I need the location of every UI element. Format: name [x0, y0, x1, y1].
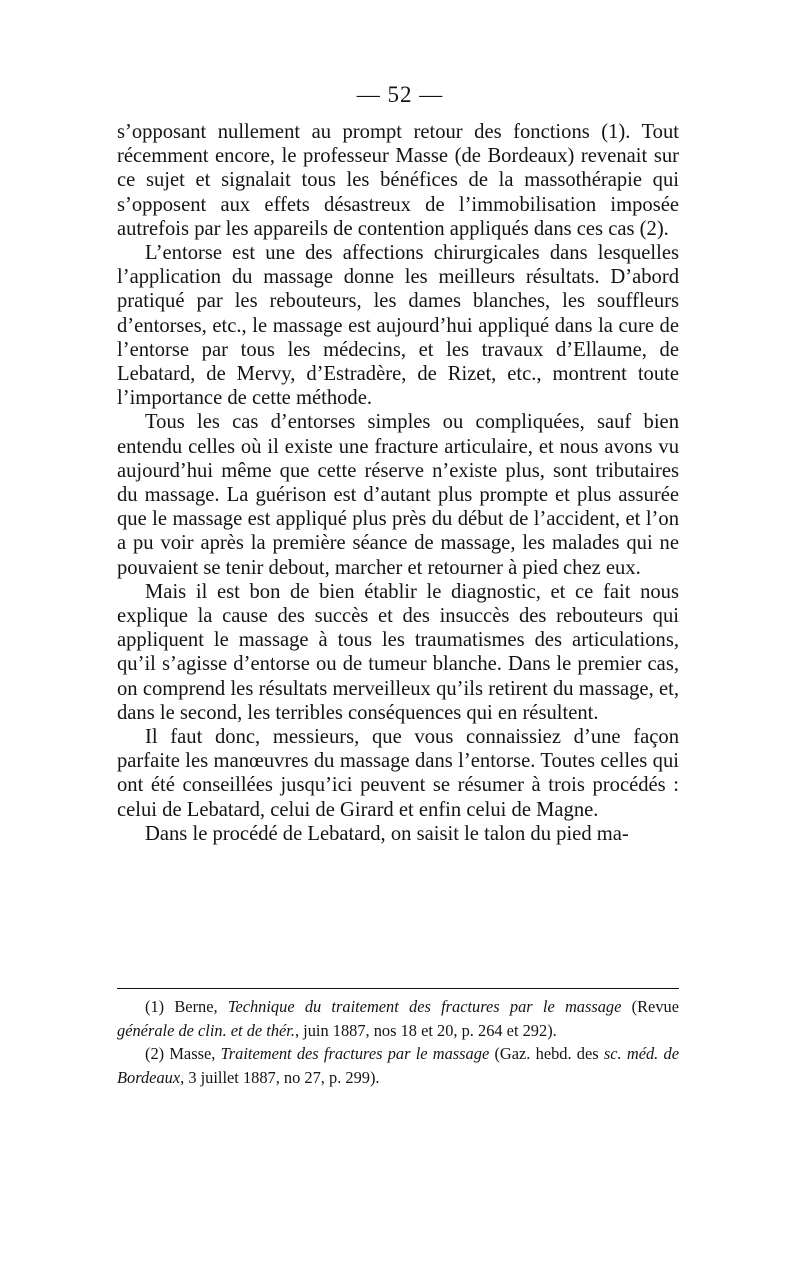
- paragraph: Dans le procédé de Lebatard, on saisit le talon du pied ma-: [145, 822, 629, 845]
- footnote-source-open: (Revue: [631, 997, 679, 1016]
- footnotes: [117, 995, 679, 1089]
- paragraph: s’opposant nullement au prompt retour des fonctions (1). Tout récemment encore, le professeur Masse (de Bordeaux) revenait sur ce sujet et signalait tous les bénéfices de la massothérapie qui s’opposent aux effets désastreux de l’immobilisation imposée autrefois par les appareils de contention appliqués dans ces cas (2).: [117, 121, 679, 240]
- footnote-journal: sc. méd. de Bordeaux,: [117, 1044, 679, 1087]
- paragraph: L’entorse est une des affections chirurgicales dans lesquelles l’application du massage donne les meilleurs résultats. D’abord pratiqué par les rebouteurs, les dames blanches, les souffleurs d’entorses, etc., le massage est aujourd’hui appliqué dans la cure de l’entorse par tous les médecins, et les travaux d’Ellaume, de Lebatard, de Mervy, d’Estradère, de Rizet, etc., montrent toute l’importance de cette méthode.: [117, 242, 679, 410]
- footnote-title: Traitement des fractures par le massage: [220, 1044, 490, 1063]
- footnote: [117, 995, 679, 1042]
- paragraph: Mais il est bon de bien établir le diagnostic, et ce fait nous explique la cause des succès et des insuccès des rebouteurs qui appliquent le massage à tous les traumatismes des articulations, qu’il s’agisse d’entorse ou de tumeur blanche. Dans le premier cas, on comprend les résultats merveilleux qu’ils retirent du massage, et, dans le second, les terribles conséquences qui en résultent.: [117, 580, 679, 724]
- footnote-marker: (2): [145, 1044, 165, 1063]
- footnote-author: Masse,: [169, 1044, 216, 1063]
- paragraph: Il faut donc, messieurs, que vous connaissiez d’une façon parfaite les manœuvres du massage dans l’entorse. Toutes celles qui ont été conseillées jusqu’ici peuvent se résumer à trois procédés : celui de Lebatard, celui de Girard et enfin celui de Magne.: [117, 726, 679, 821]
- footnote-details: , juin 1887, nos 18 et 20, p. 264 et 292).: [294, 1020, 557, 1040]
- footnote-journal: générale de clin. et de thér.: [117, 1020, 295, 1040]
- page-number: — 52 —: [356, 82, 444, 107]
- footnote-divider: [117, 988, 679, 989]
- paragraph: Tous les cas d’entorses simples ou compliquées, sauf bien entendu celles où il existe une fracture articulaire, et nous avons vu aujourd’hui même que cette réserve n’existe plus, sont tributaires du massage. La guérison est d’autant plus prompte et plus assurée que le massage est appliqué plus près du début de l’accident, et l’on a pu voir après la première séance de massage, les malades qui ne pouvaient se tenir debout, marcher et retourner à pied chez eux.: [117, 411, 679, 579]
- body-text: [117, 120, 679, 846]
- footnote-marker: (1): [145, 997, 165, 1016]
- footnote-author: Berne,: [174, 997, 218, 1016]
- footnote-source-open: (Gaz. hebd. des: [494, 1044, 599, 1063]
- footnote: [117, 1042, 679, 1089]
- footnote-details: 3 juillet 1887, no 27, p. 299).: [184, 1067, 380, 1087]
- footnote-title: Technique du traitement des fractures par le massage: [227, 997, 622, 1016]
